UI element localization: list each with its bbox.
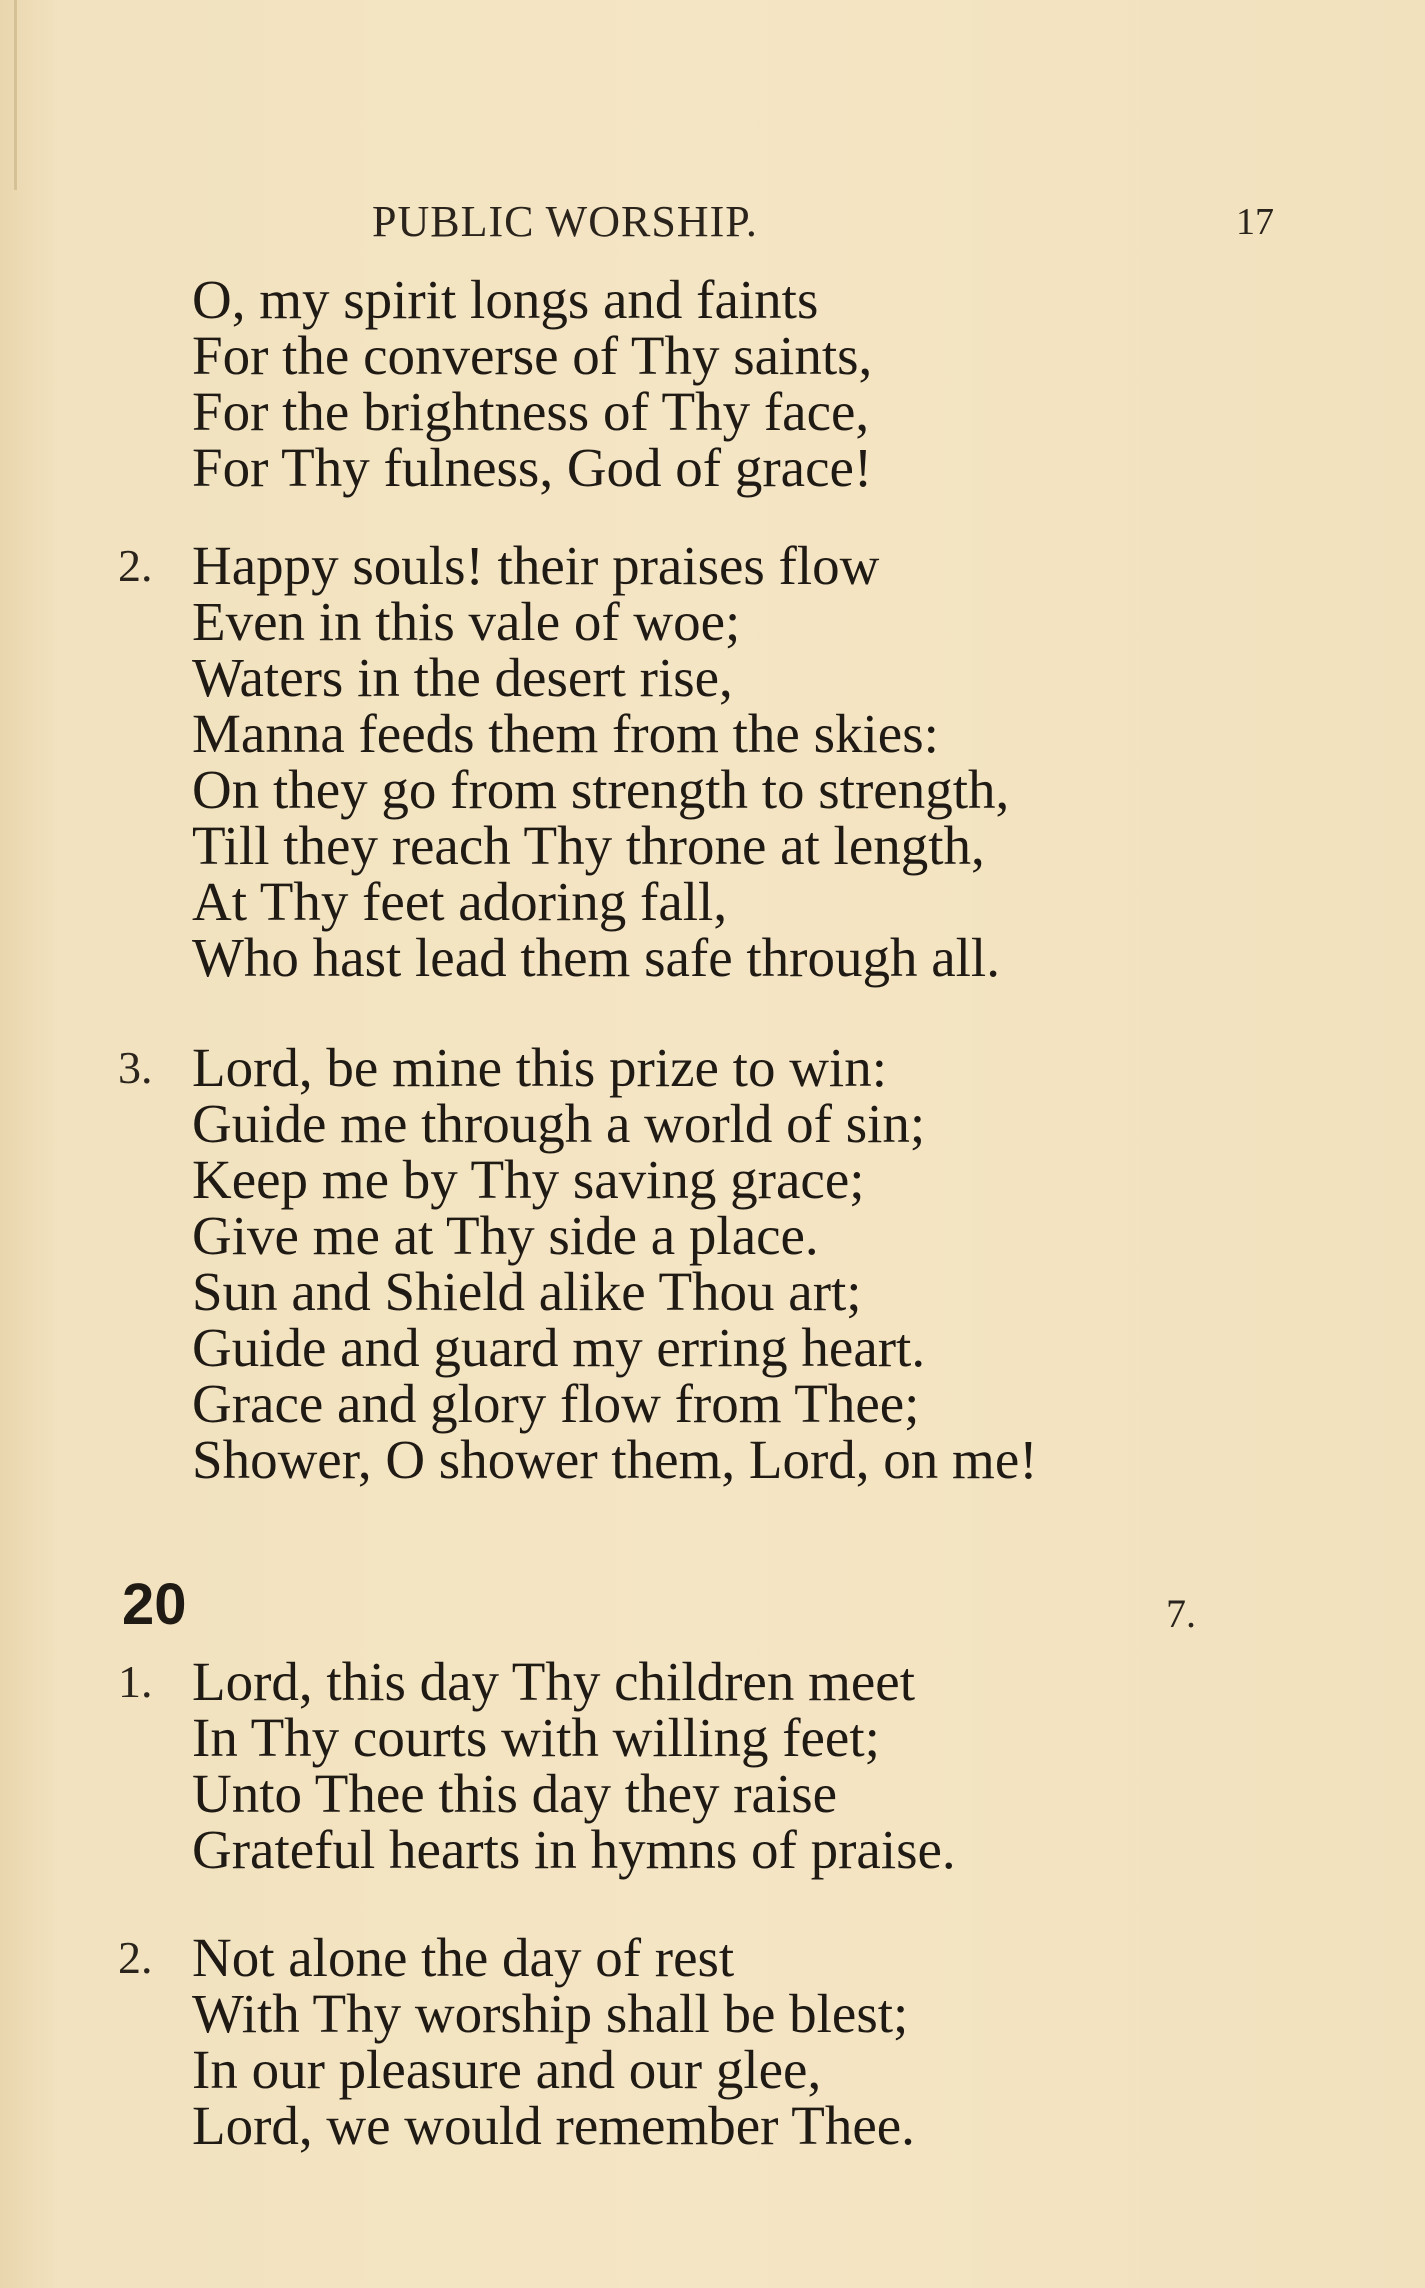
verse-line: For Thy fulness, God of grace!	[192, 437, 873, 498]
verse-line: Guide and guard my erring heart.	[192, 1317, 926, 1378]
verse-line: Waters in the desert rise,	[192, 647, 733, 708]
verse-line: Give me at Thy side a place.	[192, 1205, 819, 1266]
verse-line: At Thy feet adoring fall,	[192, 871, 728, 932]
verse-line: Who hast lead them safe through all.	[192, 927, 1000, 988]
verse-number: 1.	[118, 1656, 153, 1707]
hymn-number: 20	[122, 1572, 187, 1637]
verse-line: Grace and glory flow from Thee;	[192, 1373, 920, 1434]
verse-line: For the converse of Thy saints,	[192, 325, 873, 386]
verse-line: On they go from strength to strength,	[192, 759, 1010, 820]
verse-line: In our pleasure and our glee,	[192, 2039, 822, 2100]
page-gutter-edge	[14, 0, 17, 190]
verse-line: Lord, this day Thy children meet	[192, 1651, 915, 1712]
verse-line: Happy souls! their praises flow	[192, 535, 880, 596]
verse-line: Guide me through a world of sin;	[192, 1093, 926, 1154]
verse-line: Grateful hearts in hymns of praise.	[192, 1819, 956, 1880]
verse-line: With Thy worship shall be blest;	[192, 1983, 909, 2044]
verse-line: For the brightness of Thy face,	[192, 381, 870, 442]
verse-line: Unto Thee this day they raise	[192, 1763, 838, 1824]
verse-number: 3.	[118, 1042, 153, 1093]
verse-line: In Thy courts with willing feet;	[192, 1707, 880, 1768]
page-number: 17	[1236, 201, 1274, 243]
verse-line: Shower, O shower them, Lord, on me!	[192, 1429, 1038, 1490]
verse-line: Keep me by Thy saving grace;	[192, 1149, 865, 1210]
verse-line: Lord, we would remember Thee.	[192, 2095, 915, 2156]
running-head: PUBLIC WORSHIP.	[372, 197, 758, 246]
verse-line: O, my spirit longs and faints	[192, 269, 819, 330]
verse-line: Sun and Shield alike Thou art;	[192, 1261, 862, 1322]
verse-number: 2.	[118, 540, 153, 591]
hymn-meter: 7.	[1166, 1591, 1196, 1636]
verse-line: Manna feeds them from the skies:	[192, 703, 939, 764]
verse-line: Even in this vale of woe;	[192, 591, 741, 652]
verse-number: 2.	[118, 1932, 153, 1983]
verse-line: Till they reach Thy throne at length,	[192, 815, 985, 876]
verse-line: Lord, be mine this prize to win:	[192, 1037, 887, 1098]
verse-line: Not alone the day of rest	[192, 1927, 735, 1988]
